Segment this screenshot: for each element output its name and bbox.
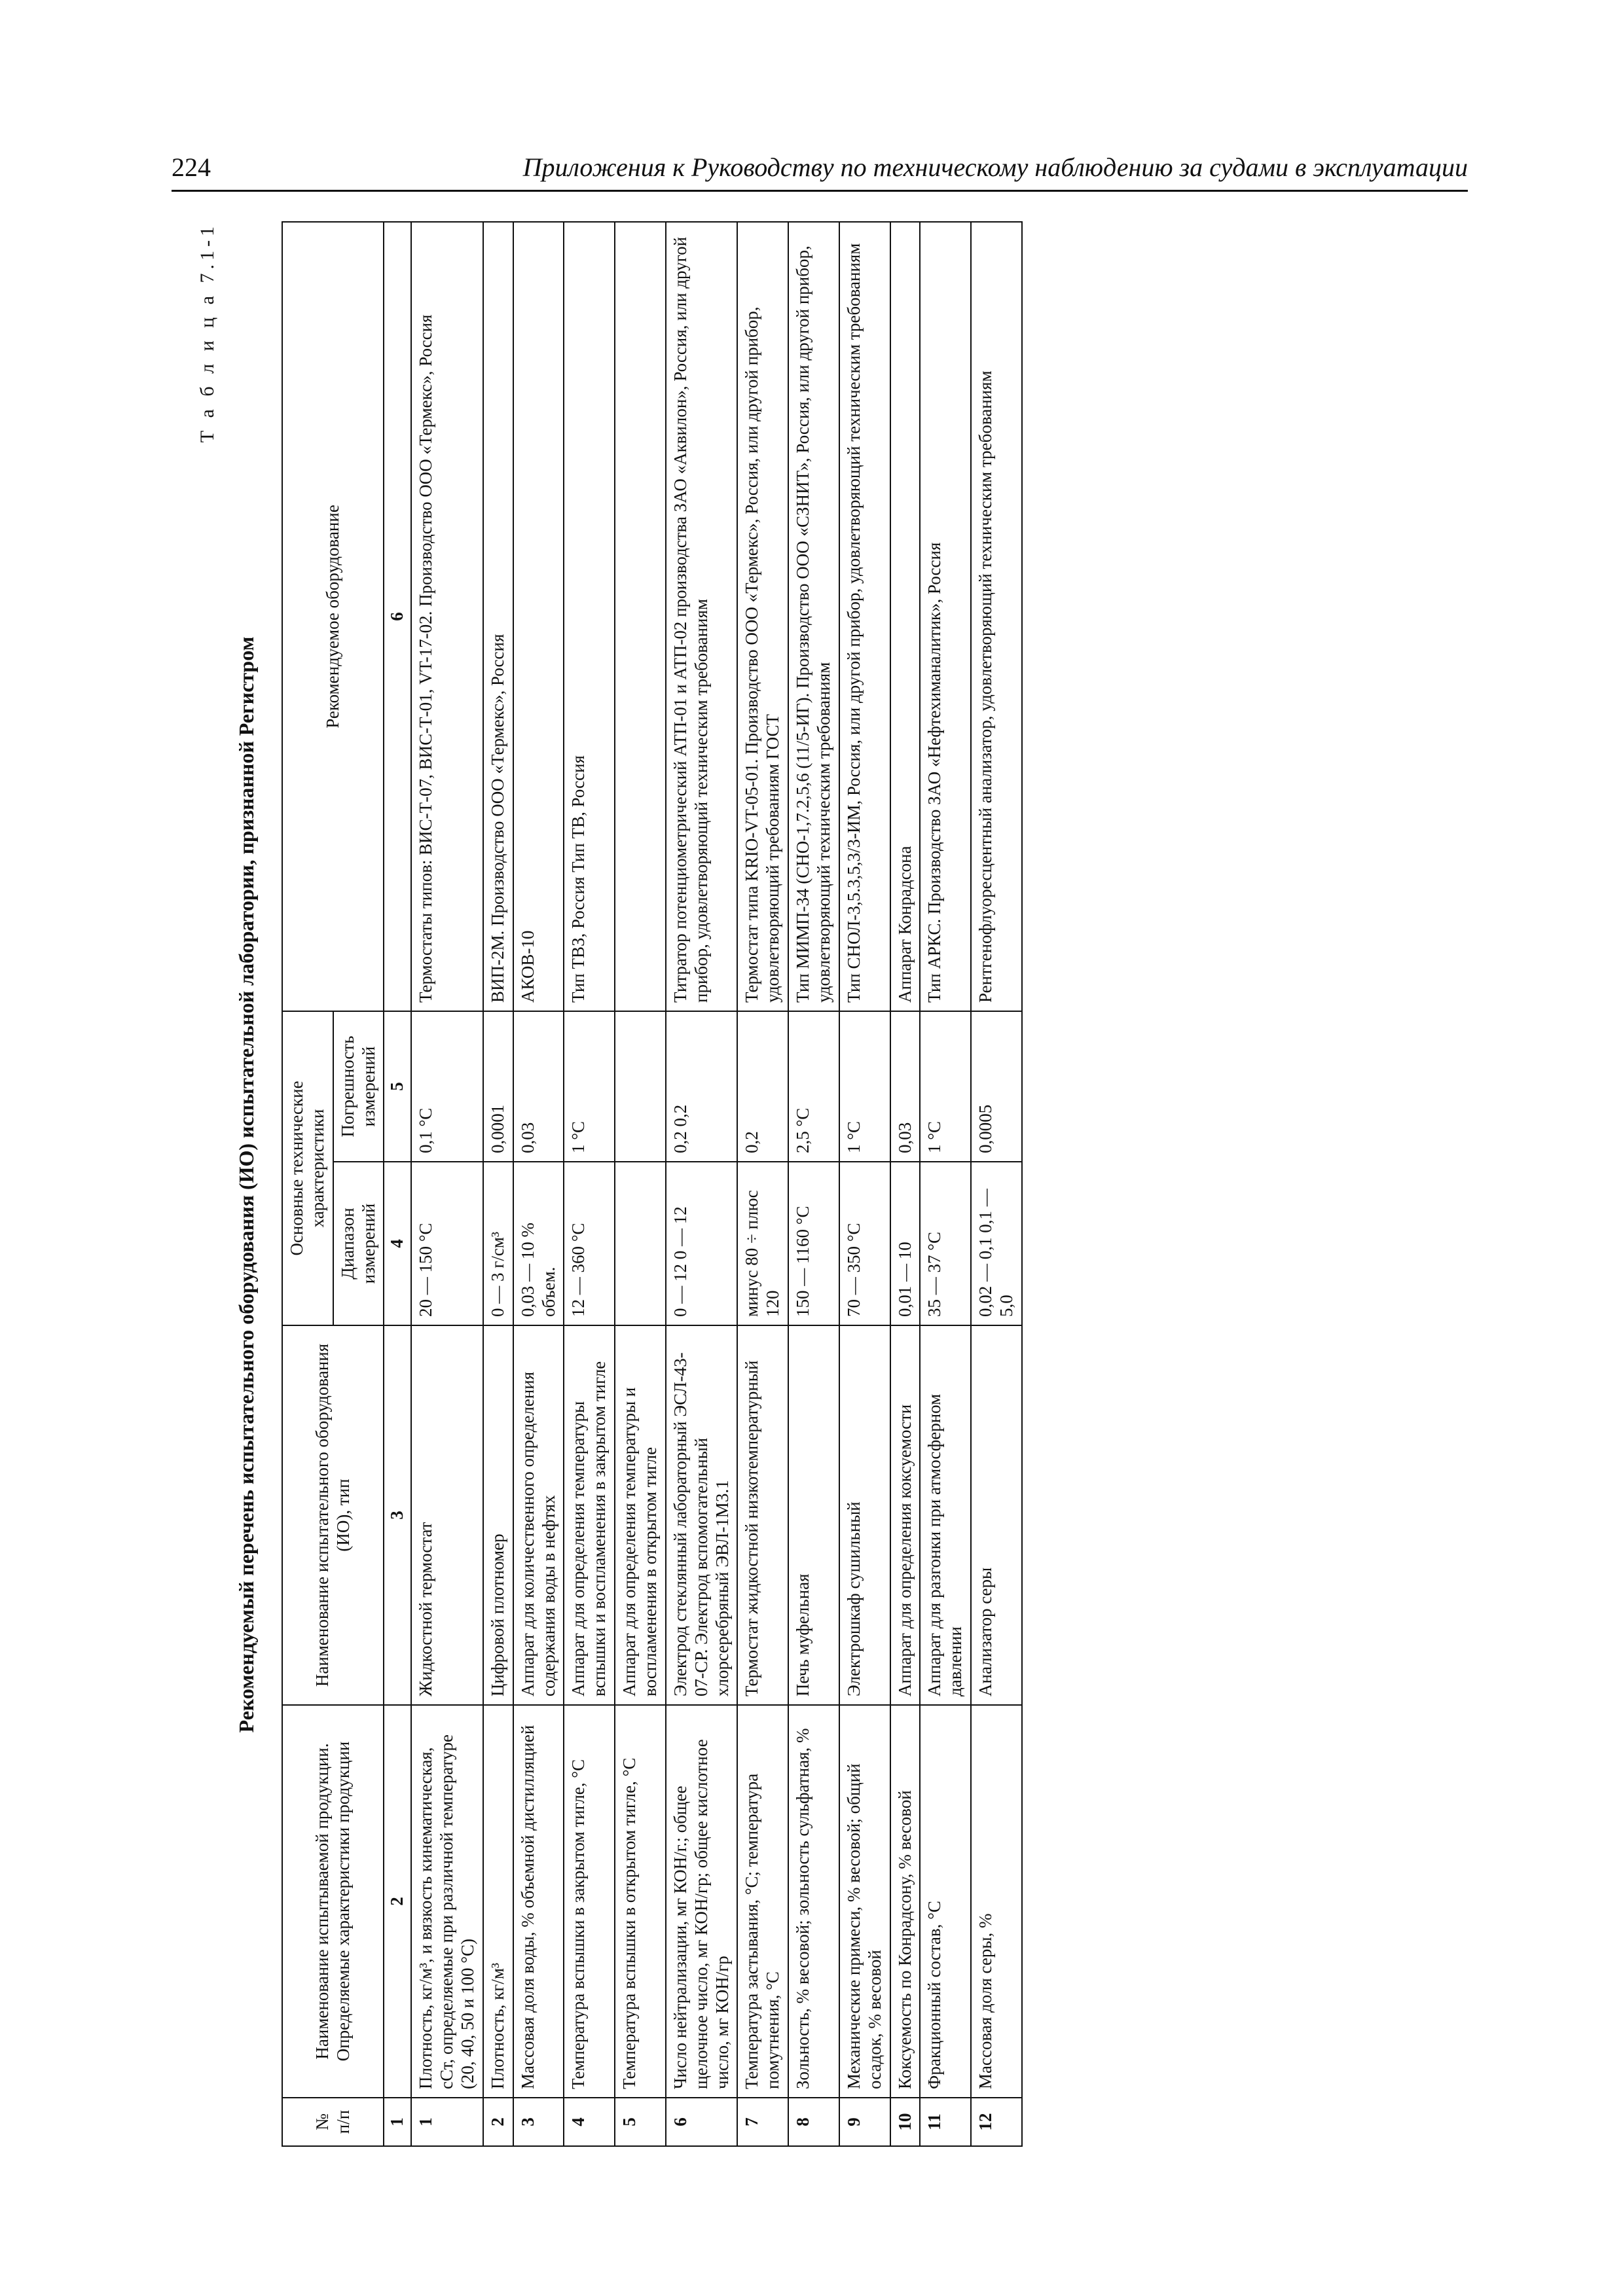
table-row — [615, 222, 666, 2146]
row-range: 0,03 — 10 % объем. — [513, 1162, 564, 1325]
header-recommended: Рекомендуемое оборудование — [282, 222, 384, 1011]
row-range — [615, 1162, 666, 1325]
row-equipment: Аппарат для разгонки при атмосферном давлении — [920, 1325, 971, 1705]
row-error: 1 °С — [839, 1011, 890, 1162]
header-range: Диапазон измерений — [333, 1162, 384, 1325]
column-index: 2 — [384, 1705, 411, 2098]
row-num: 4 — [564, 2098, 615, 2146]
row-num: 6 — [666, 2098, 738, 2146]
row-error: 0,0001 — [483, 1011, 513, 1162]
header-error: Погрешность измерений — [333, 1011, 384, 1162]
table-row — [666, 222, 738, 2146]
row-product: Температура вспышки в закрытом тигле, °С — [564, 1705, 615, 2098]
table-row — [411, 222, 483, 2146]
row-num: 3 — [513, 2098, 564, 2146]
row-num: 9 — [839, 2098, 890, 2146]
row-equipment: Аппарат для количественного определения содержания воды в нефтях — [513, 1325, 564, 1705]
row-num: 11 — [920, 2098, 971, 2146]
row-recommended: Тип АРКС. Производство ЗАО «Нефтехиманалитик», Россия — [920, 222, 971, 1011]
row-product: Плотность, кг/м³, и вязкость кинематическая, сСт, определяемые при различной температуре (20, 40, 50 и 100 °С) — [411, 1705, 483, 2098]
row-product: Механические примеси, % весовой; общий осадок, % весовой — [839, 1705, 890, 2098]
row-product: Число нейтрализации, мг КОН/г.; общее щелочное число, мг КОН/гр; общее кислотное число, мг КОН/гр — [666, 1705, 738, 2098]
equipment-table — [282, 221, 1023, 2147]
row-equipment: Аппарат для определения температуры и воспламенения в открытом тигле — [615, 1325, 666, 1705]
page-header — [172, 147, 1468, 192]
row-error — [615, 1011, 666, 1162]
row-error: 0,03 — [513, 1011, 564, 1162]
page-number: 224 — [172, 152, 211, 182]
row-error: 0,2 — [737, 1011, 788, 1162]
table-label: Т а б л и ц а 7.1-1 — [196, 223, 218, 443]
row-error: 0,1 °С — [411, 1011, 483, 1162]
row-product: Зольность, % весовой; зольность сульфатная, % — [788, 1705, 839, 2098]
table-row — [890, 222, 921, 2146]
row-equipment: Аппарат для определения температуры вспышки и воспламенения в закрытом тигле — [564, 1325, 615, 1705]
row-range: 12 — 360 °С — [564, 1162, 615, 1325]
row-num: 7 — [737, 2098, 788, 2146]
header-num: № п/п — [282, 2098, 384, 2146]
row-product: Массовая доля воды, % объемной дистилляцией — [513, 1705, 564, 2098]
header-product: Наименование испытываемой продукции. Определяемые характеристики продукции — [282, 1705, 384, 2098]
header-specs: Основные технические характеристики — [282, 1011, 333, 1325]
row-equipment: Жидкостной термостат — [411, 1325, 483, 1705]
row-product: Коксуемость по Конрадсону, % весовой — [890, 1705, 921, 2098]
row-error: 2,5 °С — [788, 1011, 839, 1162]
row-recommended: АКОВ-10 — [513, 222, 564, 1011]
row-error: 0,03 — [890, 1011, 921, 1162]
row-product: Фракционный состав, °С — [920, 1705, 971, 2098]
rotated-table-block — [196, 223, 1375, 2147]
row-recommended: Тип ТВЗ, Россия Тип ТВ, Россия — [564, 222, 615, 1011]
row-range: 0 — 3 г/см³ — [483, 1162, 513, 1325]
table-row — [788, 222, 839, 2146]
row-range: 35 — 37 °С — [920, 1162, 971, 1325]
row-range: 70 — 350 °С — [839, 1162, 890, 1325]
row-num: 2 — [483, 2098, 513, 2146]
table-row — [483, 222, 513, 2146]
row-product: Температура застывания, °С; температура помутнения, °С — [737, 1705, 788, 2098]
row-recommended: ВИП-2М. Производство ООО «Термекс», Россия — [483, 222, 513, 1011]
row-error: 1 °С — [920, 1011, 971, 1162]
row-range: 0,02 — 0,1 0,1 — 5,0 — [971, 1162, 1022, 1325]
table-row — [839, 222, 890, 2146]
column-index-row — [384, 222, 411, 2146]
row-equipment: Печь муфельная — [788, 1325, 839, 1705]
row-equipment: Термостат жидкостной низкотемпературный — [737, 1325, 788, 1705]
row-range: 150 — 1160 °С — [788, 1162, 839, 1325]
row-recommended: Титратор потенциометрический АТП-01 и АТП-02 производства ЗАО «Аквилон», Россия, или другой прибор, удовлетворяющий техническим требованиям — [666, 222, 738, 1011]
row-error: 1 °С — [564, 1011, 615, 1162]
row-recommended: Рентгенофлуоресцентный анализатор, удовлетворяющий техническим требованиям — [971, 222, 1022, 1011]
row-recommended: Термостаты типов: ВИС-Т-07, ВИС-Т-01, VT-17-02. Производство ООО «Термекс», Россия — [411, 222, 483, 1011]
row-equipment: Цифровой плотномер — [483, 1325, 513, 1705]
row-error: 0,0005 — [971, 1011, 1022, 1162]
row-num: 10 — [890, 2098, 921, 2146]
table-row — [920, 222, 971, 2146]
column-index: 6 — [384, 222, 411, 1011]
row-product: Плотность, кг/м³ — [483, 1705, 513, 2098]
row-equipment: Электрошкаф сушильный — [839, 1325, 890, 1705]
row-range: 0,01 — 10 — [890, 1162, 921, 1325]
row-range: 0 — 12 0 — 12 — [666, 1162, 738, 1325]
column-index: 4 — [384, 1162, 411, 1325]
row-product: Массовая доля серы, % — [971, 1705, 1022, 2098]
row-equipment: Анализатор серы — [971, 1325, 1022, 1705]
table-row — [513, 222, 564, 2146]
row-equipment: Электрод стеклянный лабораторный ЭСЛ-43-07-СР. Электрод вспомогательный хлорсеребряный ЭВЛ-1М3.1 — [666, 1325, 738, 1705]
row-range: 20 — 150 °С — [411, 1162, 483, 1325]
row-equipment: Аппарат для определения коксуемости — [890, 1325, 921, 1705]
table-row — [737, 222, 788, 2146]
row-recommended: Тип МИМП-34 (СНО-1,7.2,5,6 (11/5-ИГ). Производство ООО «СЗНИТ», Россия, или другой прибор, удовлетворяющий техническим требованиям — [788, 222, 839, 1011]
row-recommended — [615, 222, 666, 1011]
row-num: 8 — [788, 2098, 839, 2146]
running-title: Приложения к Руководству по техническому наблюдению за судами в эксплуатации — [522, 152, 1468, 182]
row-error: 0,2 0,2 — [666, 1011, 738, 1162]
row-num: 12 — [971, 2098, 1022, 2146]
row-range: минус 80 ÷ плюс 120 — [737, 1162, 788, 1325]
column-index: 5 — [384, 1011, 411, 1162]
header-equipment: Наименование испытательного оборудования (ИО), тип — [282, 1325, 384, 1705]
row-product: Температура вспышки в открытом тигле, °С — [615, 1705, 666, 2098]
row-recommended: Тип СНОЛ-3,5.3,5,3/3-ИМ, Россия, или другой прибор, удовлетворяющий техническим требованиям — [839, 222, 890, 1011]
row-recommended: Аппарат Конрадсона — [890, 222, 921, 1011]
column-index: 1 — [384, 2098, 411, 2146]
table-caption: Рекомендуемый перечень испытательного оборудования (ИО) испытательной лаборатории, признанной Регистром — [234, 636, 258, 1733]
column-index: 3 — [384, 1325, 411, 1705]
table-row — [971, 222, 1022, 2146]
row-recommended: Термостат типа KRIO-VT-05-01. Производство ООО «Термекс», Россия, или другой прибор, удовлетворяющий требованиям ГОСТ — [737, 222, 788, 1011]
table-row — [564, 222, 615, 2146]
row-num: 5 — [615, 2098, 666, 2146]
row-num: 1 — [411, 2098, 483, 2146]
